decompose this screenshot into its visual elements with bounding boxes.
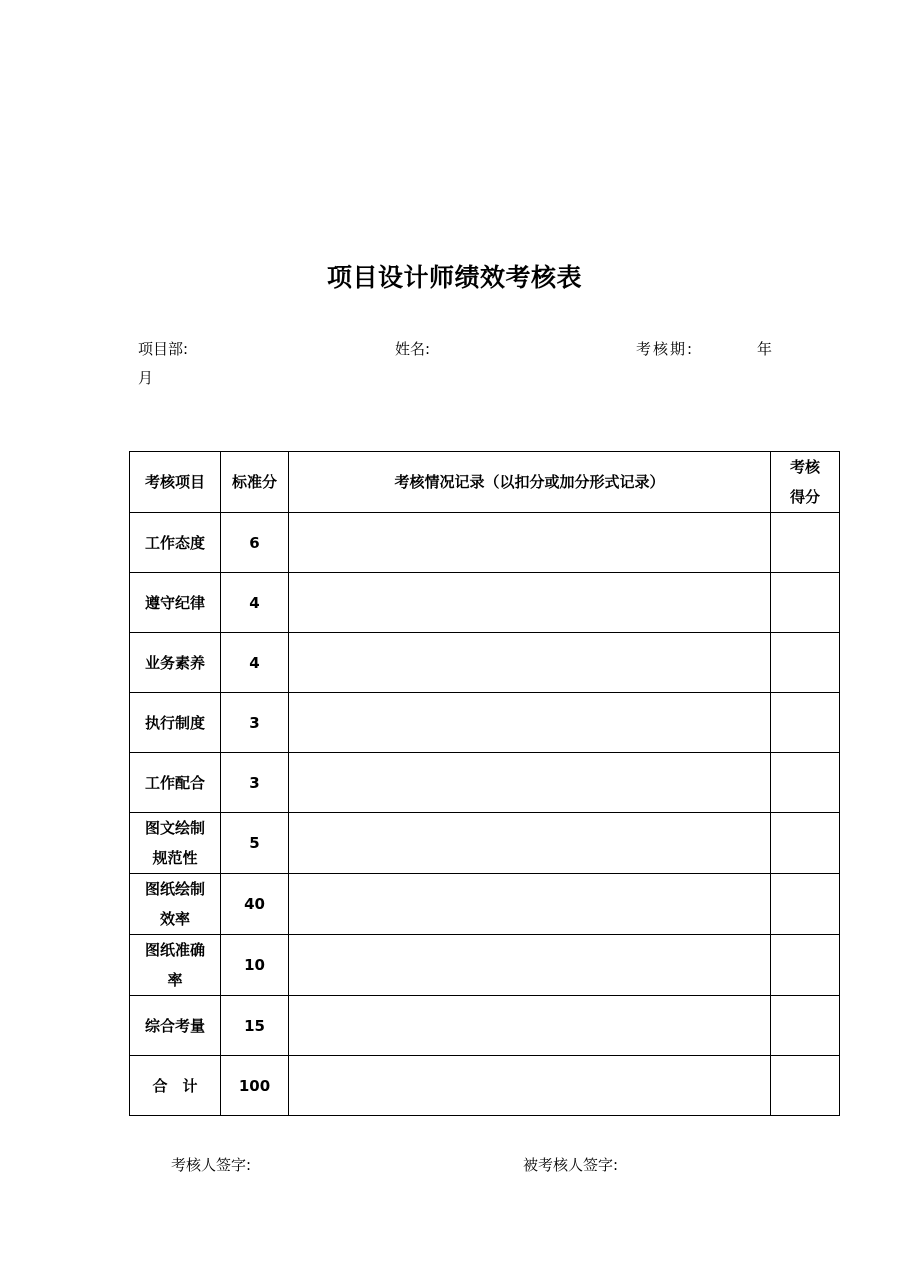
item-cell [130,693,221,753]
month-label: 月 [138,369,154,387]
standard-score: 3 [221,693,289,753]
standard-score: 6 [221,513,289,573]
header-item: 考核项目 [130,452,221,513]
score-cell[interactable] [771,573,840,633]
evaluation-table [129,451,840,1116]
record-cell[interactable] [289,513,771,573]
score-cell[interactable] [771,513,840,573]
score-cell[interactable] [771,874,840,935]
record-cell[interactable] [289,633,771,693]
record-cell[interactable] [289,1056,771,1116]
record-cell[interactable] [289,753,771,813]
standard-score: 15 [221,996,289,1056]
table-header-row [130,452,840,513]
standard-score: 5 [221,813,289,874]
table-row [130,573,840,633]
table-row [130,813,840,874]
page-title: 项目设计师绩效考核表 [326,263,582,292]
header-score-line2: 得分 [789,488,820,506]
header-score [771,452,840,513]
name-label: 姓名: [395,340,431,358]
item-cell [130,573,221,633]
score-cell[interactable] [771,813,840,874]
total-standard-score: 100 [221,1056,289,1116]
standard-score: 4 [221,633,289,693]
item-label: 图文绘制 [144,819,205,837]
table-row [130,935,840,996]
record-cell[interactable] [289,874,771,935]
standard-score: 10 [221,935,289,996]
score-cell[interactable] [771,693,840,753]
score-cell[interactable] [771,1056,840,1116]
score-cell[interactable] [771,633,840,693]
period-label: 考核期: [636,340,695,358]
table-row [130,633,840,693]
standard-score: 40 [221,874,289,935]
total-row [130,1056,840,1116]
item-label: 遵守纪律 [144,593,205,612]
department-label: 项目部: [138,340,189,358]
table-row [130,996,840,1056]
header-score-line1: 考核 [789,458,820,476]
score-cell[interactable] [771,935,840,996]
item-cell [130,935,221,996]
standard-score: 3 [221,753,289,813]
score-cell[interactable] [771,996,840,1056]
record-cell[interactable] [289,996,771,1056]
score-cell[interactable] [771,753,840,813]
item-cell [130,1056,221,1116]
header-standard: 标准分 [221,452,289,513]
item-label: 执行制度 [144,713,205,732]
record-cell[interactable] [289,935,771,996]
item-label: 工作态度 [144,533,205,552]
item-label-line2: 效率 [159,910,190,928]
item-label: 综合考量 [144,1016,205,1035]
item-label: 图纸准确 [144,941,205,959]
item-label-line2: 率 [167,971,183,989]
record-cell[interactable] [289,813,771,874]
record-cell[interactable] [289,693,771,753]
item-label-line2: 规范性 [152,849,198,867]
item-cell [130,813,221,874]
table-row [130,874,840,935]
item-label: 图纸绘制 [144,880,205,898]
item-cell [130,874,221,935]
item-cell [130,996,221,1056]
item-cell [130,633,221,693]
table-row [130,693,840,753]
header-record: 考核情况记录（以扣分或加分形式记录） [289,452,771,513]
item-cell [130,513,221,573]
table-row [130,753,840,813]
item-label: 工作配合 [144,773,205,792]
table-row [130,513,840,573]
record-cell[interactable] [289,573,771,633]
assessee-signature-label: 被考核人签字: [523,1156,619,1174]
assessor-signature-label: 考核人签字: [171,1156,252,1174]
item-label: 业务素养 [144,653,205,672]
standard-score: 4 [221,573,289,633]
item-cell [130,753,221,813]
total-label: 合 计 [152,1076,198,1095]
year-label: 年 [757,340,773,358]
